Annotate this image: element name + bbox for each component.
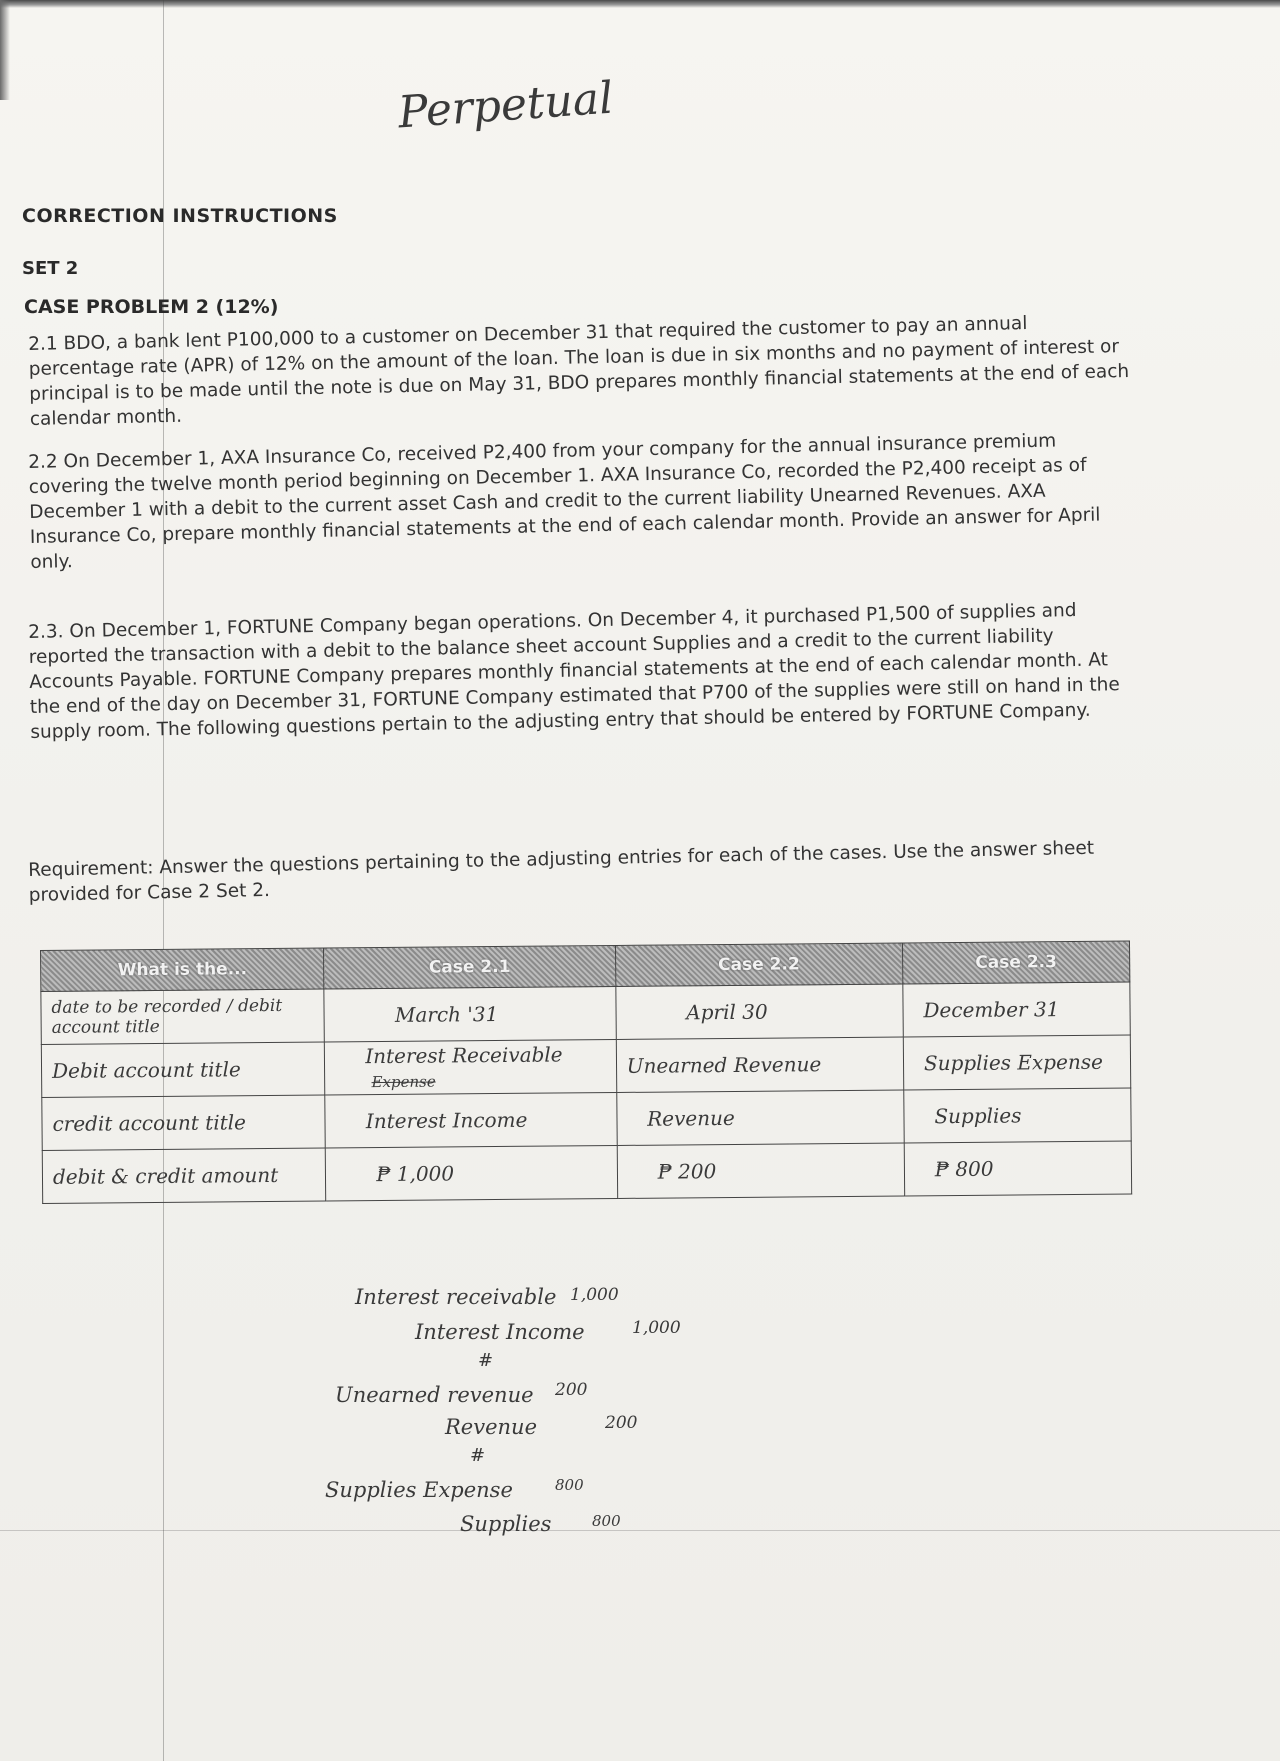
table-row bbox=[41, 1035, 1130, 1098]
page-title: CORRECTION INSTRUCTIONS bbox=[22, 205, 338, 227]
set-label: SET 2 bbox=[22, 258, 79, 279]
table-cell: Revenue bbox=[616, 1090, 904, 1146]
row-label: debit & credit amount bbox=[42, 1148, 326, 1203]
table-row bbox=[42, 1141, 1131, 1204]
journal-credit-2: Revenue bbox=[445, 1415, 538, 1439]
case-heading: CASE PROBLEM 2 (12%) bbox=[24, 296, 279, 318]
handwritten-annotation: Perpetual bbox=[396, 72, 615, 139]
table-cell bbox=[325, 1039, 617, 1095]
paragraph-2-3: 2.3. On December 1, FORTUNE Company began operations. On December 4, it purchased P1,500 of supplies and reported the transaction with a debit to the balance sheet account Supplies and a credit to the current liability Accounts Payable. FORTUNE Company prepares monthly financial statements at the end of each calendar month. At the end of the day on December 31, FORTUNE Company estimated that P700 of the supplies were still on hand in the supply room. The following questions pertain to the adjusting entry that should be entered by FORTUNE Company. bbox=[28, 600, 1120, 743]
table-cell: ₱ 800 bbox=[904, 1141, 1132, 1196]
table-cell: ₱ 200 bbox=[617, 1143, 905, 1199]
journal-amount: 800 bbox=[592, 1512, 621, 1530]
table-cell: March '31 bbox=[324, 986, 616, 1042]
journal-debit-3: Supplies Expense bbox=[325, 1478, 513, 1502]
journal-separator: # bbox=[478, 1350, 494, 1371]
table-header: What is the... bbox=[41, 948, 325, 991]
scan-edge bbox=[0, 0, 1280, 8]
journal-credit-1: Interest Income bbox=[415, 1320, 585, 1344]
table-cell: April 30 bbox=[616, 984, 904, 1040]
table-header: Case 2.3 bbox=[902, 941, 1129, 984]
row-label: date to be recorded / debit account title bbox=[41, 989, 325, 1044]
table-row bbox=[41, 982, 1130, 1045]
journal-amount: 200 bbox=[605, 1413, 638, 1433]
table-header: Case 2.1 bbox=[324, 945, 616, 989]
table-cell: December 31 bbox=[903, 982, 1131, 1037]
journal-debit-1: Interest receivable bbox=[355, 1285, 557, 1309]
row-label: credit account title bbox=[42, 1095, 326, 1150]
paragraph-2-2: 2.2 On December 1, AXA Insurance Co, received P2,400 from your company for the annual insurance premium covering the twelve month period beginning on December 1. AXA Insurance Co, recorded the P2,400 receipt as of December 1 with a debit to the current asset Cash and credit to the current liability Unearned Revenues. AXA Insurance Co, prepare monthly financial statements at the end of each calendar month. Provide an answer for April only. bbox=[28, 430, 1101, 573]
table-header: Case 2.2 bbox=[615, 943, 903, 987]
journal-amount: 200 bbox=[555, 1380, 588, 1400]
requirement: Requirement: Answer the questions pertaining to the adjusting entries for each of the cases. Use the answer sheet provided for Case 2 Set 2. bbox=[28, 837, 1095, 906]
table-row bbox=[42, 1088, 1131, 1151]
struck-text: Expense bbox=[371, 1072, 436, 1092]
scan-edge-left bbox=[0, 0, 10, 100]
row-label: Debit account title bbox=[41, 1042, 325, 1097]
table-cell: Unearned Revenue bbox=[616, 1037, 904, 1093]
answer-table bbox=[40, 940, 1132, 1204]
journal-amount: 1,000 bbox=[570, 1285, 619, 1305]
journal-credit-3: Supplies bbox=[460, 1512, 552, 1536]
table-cell: Supplies Expense bbox=[903, 1035, 1131, 1090]
table-cell: Interest Income bbox=[325, 1092, 617, 1148]
journal-amount: 800 bbox=[555, 1476, 584, 1494]
fold-line-horizontal bbox=[0, 1530, 1280, 1531]
table-cell: Supplies bbox=[904, 1088, 1132, 1143]
journal-amount: 1,000 bbox=[632, 1318, 681, 1338]
journal-debit-2: Unearned revenue bbox=[335, 1383, 534, 1407]
cell-text: Interest Receivable bbox=[365, 1042, 563, 1069]
journal-separator: # bbox=[470, 1445, 486, 1466]
paragraph-2-1: 2.1 BDO, a bank lent P100,000 to a customer on December 31 that required the customer to pay an annual percentage rate (APR) of 12% on the amount of the loan. The loan is due in six months and no payment of interest or principal is to be made until the note is due on May 31, BDO prepares monthly financial statements at the end of each calendar month. bbox=[28, 313, 1130, 430]
table-cell: ₱ 1,000 bbox=[326, 1145, 618, 1201]
